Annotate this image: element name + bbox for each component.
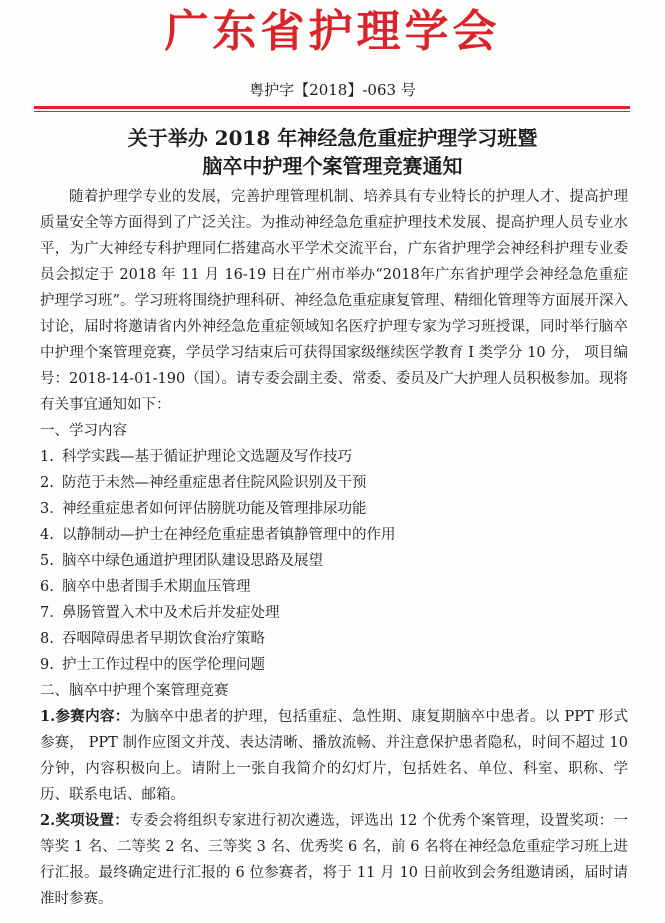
course-list [40,444,628,678]
awards-label: 2.奖项设置： [40,812,129,829]
entry-content-label: 1.参赛内容： [40,708,130,725]
item-text: 吞咽障碍患者早期饮食治疗策略 [62,631,265,647]
awards-text: 专委会将组织专家进行初次遴选，评选出 12 个优秀个案管理，设置奖项：一等奖 1 名、二等奖 2 名、三等奖 3 名、优秀奖 6 名，前 6 名将在神经急危重症学习班上进行汇报。最终确定进行汇报的 6 位参赛者，将于 11 月 10 日前收到会务组邀请函，届时请准时参赛。 [40,813,629,907]
item-text: 科学实践—基于循证护理论文选题及写作技巧 [62,449,352,465]
header-divider-thick [34,106,630,109]
list-item [40,652,628,678]
entry-content-text: 为脑卒中患者的护理，包括重症、急性期、康复期脑卒中患者。以 PPT 形式参赛， PPT 制作应图文并茂、表达清晰、播放流畅、并注意保护患者隐私，时间不超过 10 分钟，内容积极向上。请附上一张自我简介的幻灯片，包括姓名、单位、科室、职称、学历、联系电话、邮箱。 [40,709,628,803]
item-number: 2. [40,475,54,491]
list-item [40,574,628,600]
item-number: 3. [40,501,54,517]
organization-name: 广东省护理学会 [164,6,501,57]
intro-paragraph: 随着护理学专业的发展，完善护理管理机制、培养具有专业特长的护理人才、提高护理质量安全等方面得到了广泛关注。为推动神经急危重症护理技术发展、提高护理人员专业水平，为广大神经专科护理同仁搭建高水平学术交流平台，广东省护理学会神经科护理专业委员会拟定于 2018 年 11 月 16-19 日在广州市举办“2018年广东省护理学会神经急危重症护理学习班”。学习班将围绕护理科研、神经急危重症康复管理、精细化管理等方面展开深入讨论，届时将邀请省内外神经急危重症领域知名医疗护理专家为学习班授课，同时举行脑卒中护理个案管理竞赛，学员学习结束后可获得国家级继续医学教育 I 类学分 10 分， 项目编号：2018-14-01-190（国）。请专委会副主委、常委、委员及广大护理人员积极参加。现将有关事宜通知如下： [40,189,628,413]
item-number: 6. [40,579,54,595]
item-number: 7. [40,605,54,621]
list-item [40,444,628,470]
awards-paragraph [40,808,628,912]
item-text: 神经重症患者如何评估膀胱功能及管理排尿功能 [62,501,367,517]
item-text: 护士工作过程中的医学伦理问题 [62,657,265,673]
item-text: 鼻肠管置入术中及术后并发症处理 [62,605,280,621]
title-line-2: 脑卒中护理个案管理竞赛通知 [202,154,463,178]
list-item [40,626,628,652]
item-number: 4. [40,527,54,543]
section-2-heading: 二、脑卒中护理个案管理竞赛 [40,683,229,699]
item-number: 5. [40,553,54,569]
entry-content-paragraph [40,704,628,808]
notice-title [0,124,665,180]
item-number: 1. [40,449,54,465]
list-item [40,600,628,626]
list-item [40,496,628,522]
section-1-heading: 一、学习内容 [40,423,127,439]
item-text: 以静制动—护士在神经危重症患者镇静管理中的作用 [62,527,396,543]
document-number: 粤护字【2018】-063 号 [249,81,416,99]
notice-body [40,184,628,912]
item-number: 9. [40,657,54,673]
item-number: 8. [40,631,54,647]
item-text: 防范于未然—神经重症患者住院风险识别及干预 [62,475,367,491]
list-item [40,522,628,548]
list-item [40,470,628,496]
list-item [40,548,628,574]
title-line-1: 关于举办 2018 年神经急危重症护理学习班暨 [127,126,538,150]
header-divider-thin [34,111,630,112]
item-text: 脑卒中患者围手术期血压管理 [62,579,251,595]
item-text: 脑卒中绿色通道护理团队建设思路及展望 [62,553,323,569]
